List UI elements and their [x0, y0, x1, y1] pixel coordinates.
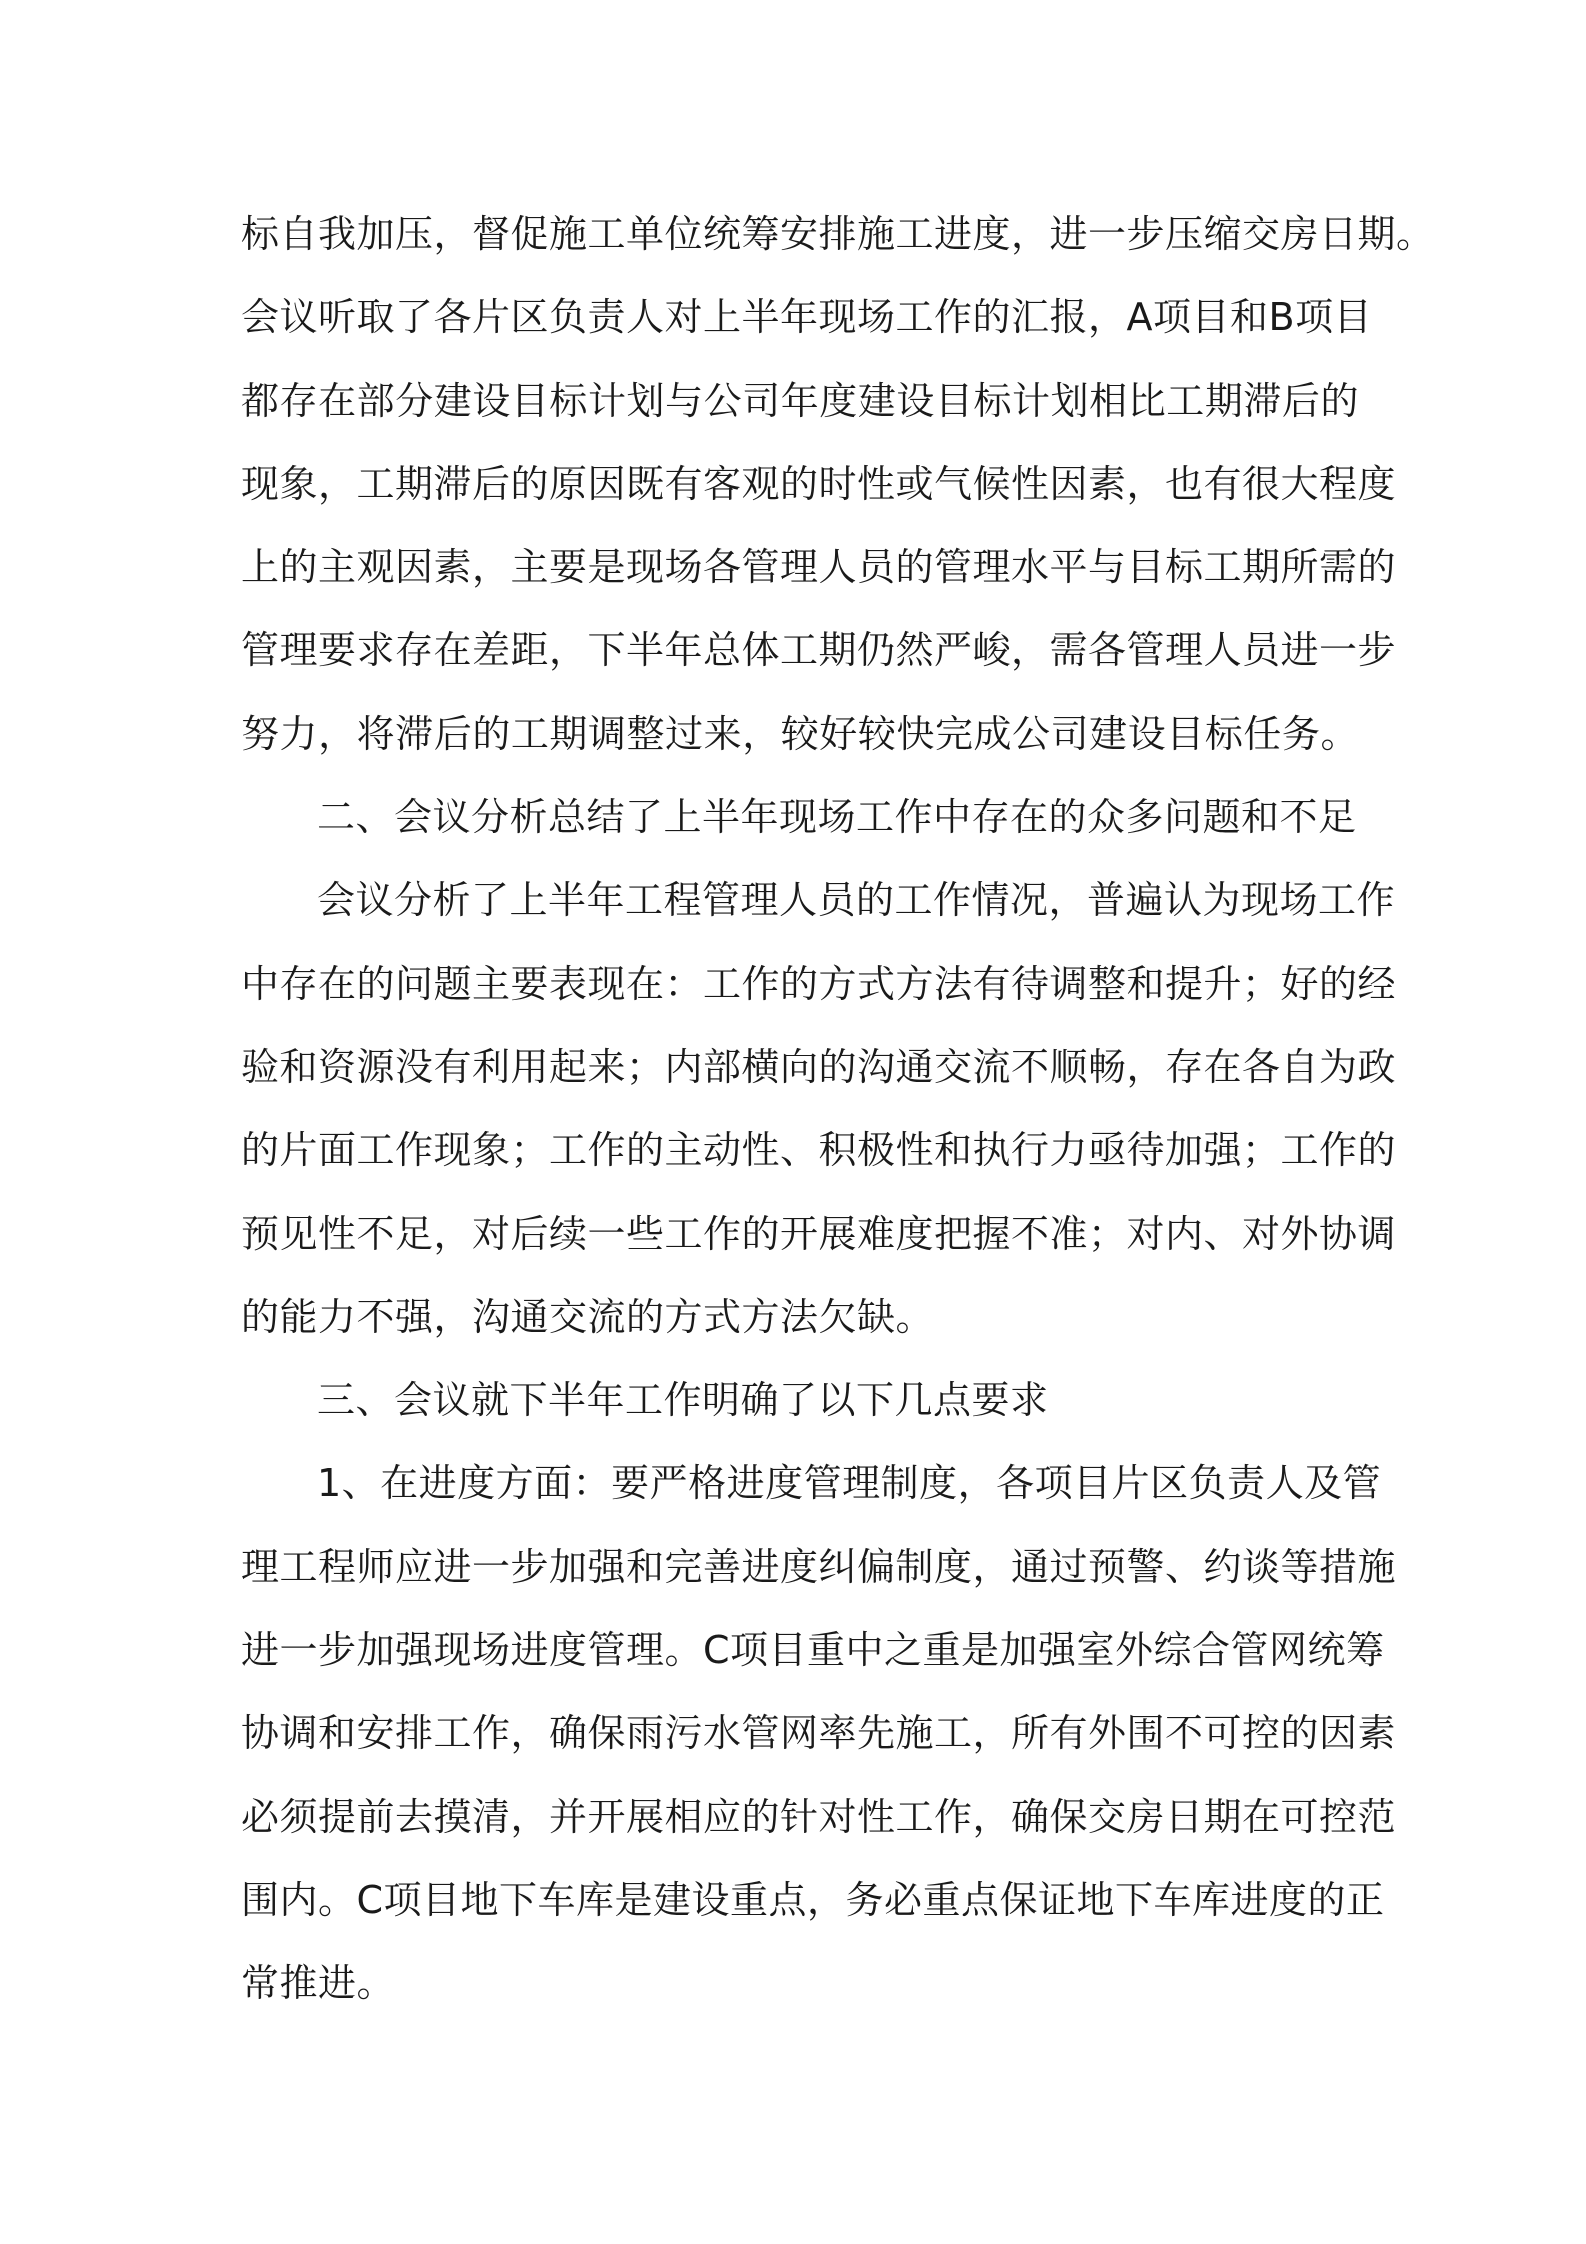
paragraph-line: 中存在的问题主要表现在：工作的方式方法有待调整和提升；好的经 [241, 961, 1397, 1006]
paragraph-line: 现象，工期滞后的原因既有客观的时性或气候性因素，也有很大程度 [241, 461, 1397, 506]
paragraph-line: 努力，将滞后的工期调整过来，较好较快完成公司建设目标任务。 [241, 711, 1359, 756]
section-heading-2: 二、会议分析总结了上半年现场工作中存在的众多问题和不足 [317, 795, 1357, 840]
paragraph-line: 的片面工作现象；工作的主动性、积极性和执行力亟待加强；工作的 [241, 1128, 1397, 1173]
paragraph-line: 协调和安排工作，确保雨污水管网率先施工，所有外围不可控的因素 [241, 1711, 1397, 1756]
paragraph-line: 必须提前去摸清，并开展相应的针对性工作，确保交房日期在可控范 [241, 1794, 1397, 1839]
paragraph-line: 验和资源没有利用起来；内部横向的沟通交流不顺畅，存在各自为政 [241, 1044, 1397, 1089]
paragraph-line: 上的主观因素，主要是现场各管理人员的管理水平与目标工期所需的 [241, 545, 1397, 590]
paragraph-line: 管理要求存在差距，下半年总体工期仍然严峻，需各管理人员进一步 [241, 628, 1397, 673]
paragraph-line: 标自我加压，督促施工单位统筹安排施工进度，进一步压缩交房日期。 [241, 212, 1435, 256]
paragraph-line: 进一步加强现场进度管理。C项目重中之重是加强室外综合管网统筹 [241, 1628, 1385, 1673]
document-body [241, 193, 1435, 2026]
paragraph-line: 会议分析了上半年工程管理人员的工作情况，普遍认为现场工作 [317, 878, 1396, 923]
paragraph-line: 理工程师应进一步加强和完善进度纠偏制度，通过预警、约谈等措施 [241, 1544, 1397, 1589]
paragraph-line: 围内。C项目地下车库是建设重点，务必重点保证地下车库进度的正 [241, 1877, 1385, 1922]
paragraph-line: 1、在进度方面：要严格进度管理制度，各项目片区负责人及管 [317, 1461, 1382, 1506]
paragraph-line: 预见性不足，对后续一些工作的开展难度把握不准；对内、对外协调 [241, 1211, 1397, 1256]
paragraph-line: 的能力不强，沟通交流的方式方法欠缺。 [241, 1294, 935, 1339]
paragraph-line: 都存在部分建设目标计划与公司年度建设目标计划相比工期滞后的 [241, 378, 1359, 423]
section-heading-3: 三、会议就下半年工作明确了以下几点要求 [317, 1378, 1049, 1423]
paragraph-line: 会议听取了各片区负责人对上半年现场工作的汇报，A项目和B项目 [241, 295, 1373, 340]
paragraph-line: 常推进。 [241, 1961, 396, 2006]
